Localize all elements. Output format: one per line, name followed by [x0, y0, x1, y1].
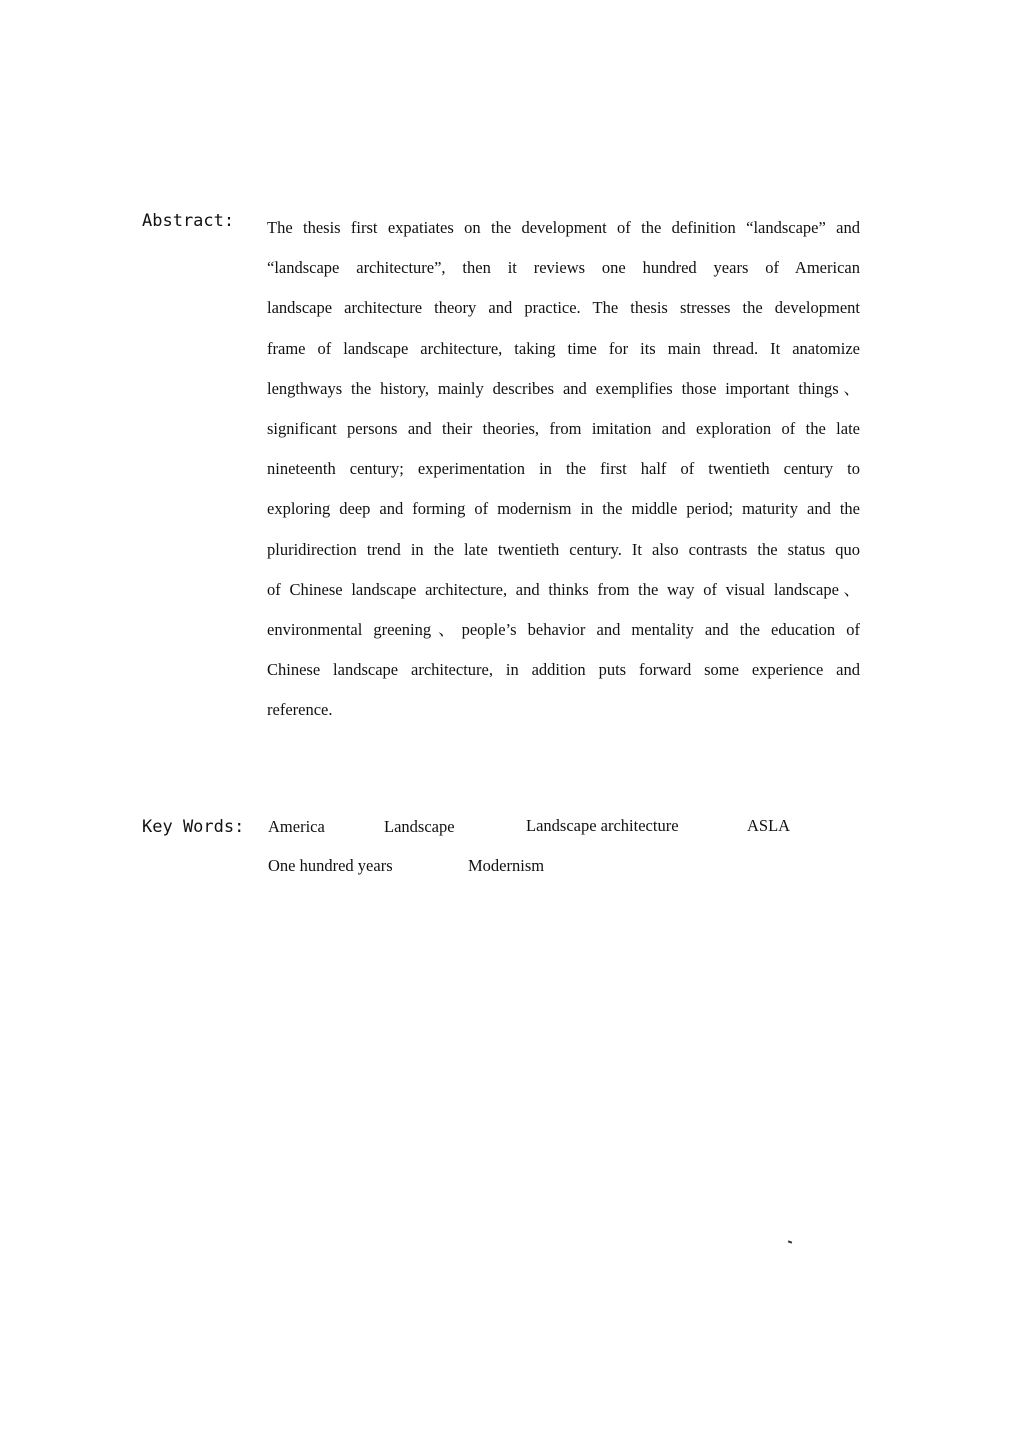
- keyword-item: America: [268, 817, 325, 836]
- keyword-item: Modernism: [468, 856, 545, 875]
- abstract-line: pluridirection trend in the late twentieth century. It also contrasts the status quo: [267, 539, 860, 559]
- keyword-item: ASLA: [747, 816, 791, 835]
- abstract-line: “landscape architecture”, then it reviews one hundred years of American: [267, 258, 860, 278]
- abstract-label: Abstract:: [142, 211, 235, 231]
- abstract-line: Chinese landscape architecture, in addition puts forward some experience and: [267, 660, 860, 680]
- keyword-item: One hundred years: [268, 856, 393, 875]
- keyword-item: Landscape architecture: [526, 816, 679, 835]
- abstract-line: landscape architecture theory and practice. The thesis stresses the development: [267, 298, 860, 318]
- scan-speck: [788, 1240, 792, 1243]
- abstract-line: environmental greening、people’s behavior and mentality and the education of: [267, 619, 860, 639]
- abstract-line: frame of landscape architecture, taking time for its main thread. It anatomize: [267, 338, 860, 358]
- keywords-label: Key Words:: [142, 817, 245, 837]
- abstract-line: of Chinese landscape architecture, and thinks from the way of visual landscape、: [267, 579, 860, 599]
- abstract-line: nineteenth century; experimentation in the first half of twentieth century to: [267, 459, 860, 479]
- keyword-item: Landscape: [384, 817, 455, 836]
- abstract-paragraph: [267, 208, 860, 730]
- abstract-line: lengthways the history, mainly describes and exemplifies those important things、: [267, 378, 860, 398]
- abstract-line: exploring deep and forming of modernism in the middle period; maturity and the: [267, 499, 860, 519]
- abstract-line: reference.: [267, 700, 333, 720]
- abstract-line: The thesis first expatiates on the development of the definition “landscape” and: [267, 218, 860, 237]
- abstract-line: significant persons and their theories, from imitation and exploration of the late: [267, 418, 860, 438]
